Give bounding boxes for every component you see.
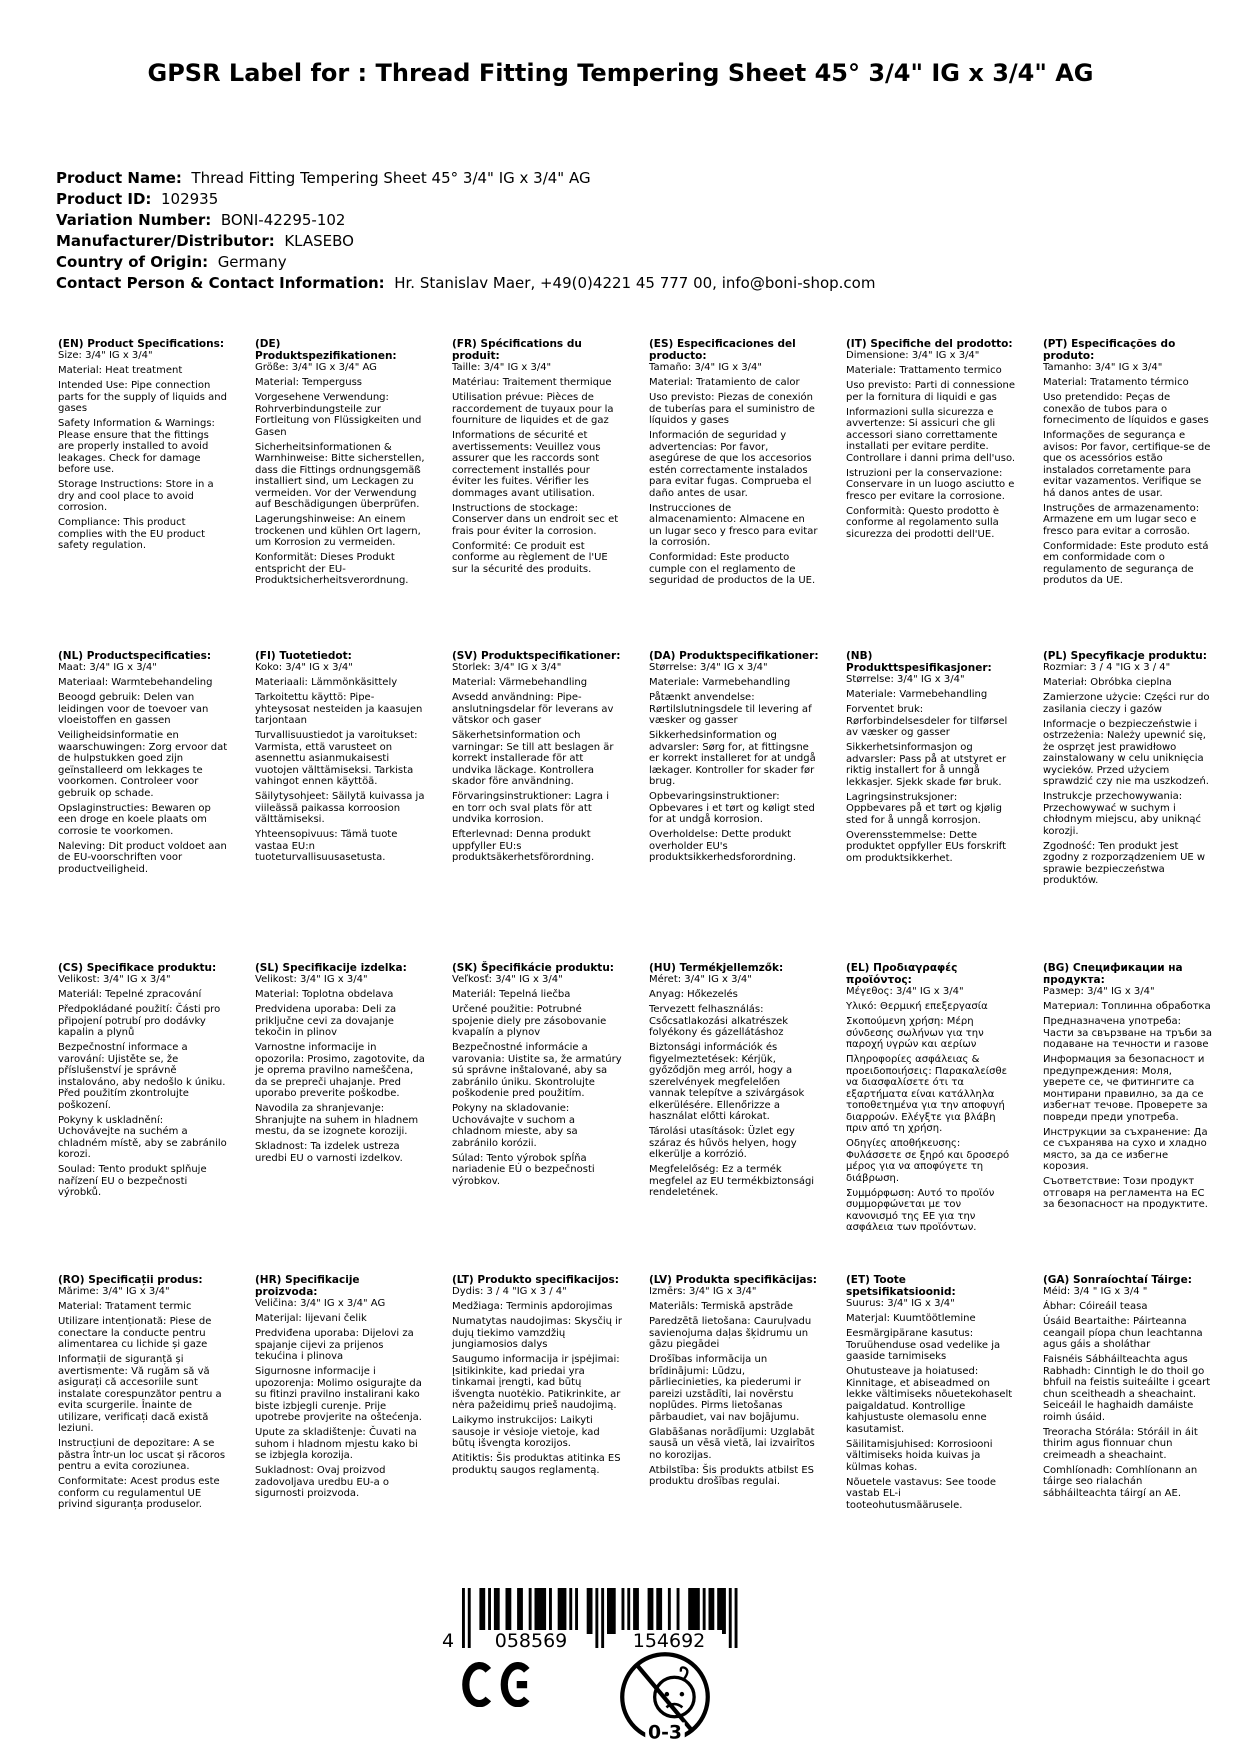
barcode-lead-digit: 4 [441, 1630, 455, 1652]
spec-paragraph: Συμμόρφωση: Αυτό το προϊόν συμμορφώνεται με τον κανονισμό της ΕΕ για την ασφάλεια των προϊόντων. [846, 1187, 995, 1233]
spec-paragraph: Ohutusteave ja hoiatused: Kinnitage, et abiseadmed on lekke vältimiseks nõuetekohaselt paigaldatud. Kontrollige kahjustuste olemasolu enne kasutamist. [846, 1366, 1013, 1435]
product-info-label: Manufacturer/Distributor: [56, 232, 275, 250]
spec-paragraph: Matériau: Traitement thermique [452, 377, 612, 388]
spec-paragraph: Utilizare intenționată: Piese de conectare la conducte pentru alimentarea cu lichide și gaze [58, 1316, 212, 1350]
age-warning-label: 0-3 [648, 1722, 682, 1744]
spec-header: (GA) Sonraíochtaí Táirge: [1043, 1274, 1192, 1286]
spec-paragraph: Material: Toplotna obdelava [255, 989, 394, 1000]
product-info-value: Hr. Stanislav Maer, +49(0)4221 45 777 00, info@boni-shop.com [394, 274, 876, 292]
spec-paragraph: Vorgesehene Verwendung: Rohrverbindungsteile zur Fortleitung von Flüssigkeiten und Gasen [255, 392, 422, 438]
spec-paragraph: Naleving: Dit product voldoet aan de EU-voorschriften voor productveiligheid. [58, 840, 227, 875]
spec-header: (SK) Špecifikácie produktu: [452, 962, 615, 974]
product-info-row [56, 189, 875, 210]
spec-paragraph: Zamierzone użycie: Części rur do zasilania cieczy i gazów [1043, 692, 1210, 715]
spec-paragraph: Glabāšanas norādījumi: Uzglabāt sausā un vēsā vietā, lai izvairītos no korozijas. [649, 1426, 815, 1461]
spec-block-el [846, 962, 1016, 1274]
spec-header: (PL) Specyfikacje produktu: [1043, 650, 1207, 662]
spec-header: (LT) Produkto specifikacijos: [452, 1274, 619, 1286]
spec-header: (ET) Toote spetsifikatsioonid: [846, 1274, 956, 1298]
spec-paragraph: Förvaringsinstruktioner: Lagra i en torr och sval plats för att undvika korrosion. [452, 791, 609, 825]
spec-paragraph: Storlek: 3/4" IG x 3/4" [452, 662, 562, 673]
spec-header: (FR) Spécifications du produit: [452, 338, 582, 362]
spec-paragraph: Atitiktis: Šis produktas atitinka ES produktų saugos reglamentą. [452, 1453, 621, 1476]
spec-paragraph: Materiał: Obróbka cieplna [1043, 677, 1172, 688]
product-info-section [56, 168, 875, 294]
spec-paragraph: Предназначена употреба: Части за свързване на тръби за подаване на течности и газове [1043, 1016, 1212, 1050]
spec-paragraph: Material: Tratamento térmico [1043, 377, 1189, 388]
product-info-label: Product ID: [56, 190, 152, 208]
spec-paragraph: Material: Värmebehandling [452, 677, 588, 688]
spec-paragraph: Opbevaringsinstruktioner: Opbevares i et tørt og køligt sted for at undgå korrosion. [649, 791, 815, 825]
product-info-row [56, 252, 875, 273]
spec-paragraph: Material: Tratament termic [58, 1301, 192, 1312]
spec-paragraph: Comhlíonadh: Comhlíonann an táirge seo rialachán sábháilteachta táirgí an AE. [1043, 1464, 1198, 1499]
spec-header: (IT) Specifiche del prodotto: [846, 338, 1013, 350]
spec-block-hu [649, 962, 819, 1274]
product-info-label: Contact Person & Contact Information: [56, 274, 385, 292]
spec-paragraph: Materjal: Kuumtöötlemine [846, 1313, 976, 1324]
spec-paragraph: Material: Heat treatment [58, 365, 183, 376]
spec-paragraph: Säkerhetsinformation och varningar: Se till att beslagen är korrekt installerade för att undvika läckage. Kontrollera skador före användning. [452, 730, 614, 787]
spec-paragraph: Numatytas naudojimas: Skysčių ir dujų tiekimo vamzdžių jungiamosios dalys [452, 1316, 623, 1350]
spec-paragraph: Compliance: This product complies with the EU product safety regulation. [58, 517, 206, 551]
spec-paragraph: Información de seguridad y advertencias: Por favor, asegúrese de que los accesorios estén correctamente instalados para evitar fugas. Comprueba el daño antes de usar. [649, 430, 812, 499]
spec-paragraph: Súlad: Tento výrobok spĺňa nariadenie EÚ o bezpečnosti výrobkov. [452, 1152, 595, 1187]
spec-paragraph: Predviđena uporaba: Dijelovi za spajanje cijevi za prijenos tekućina i plinova [255, 1328, 414, 1362]
spec-paragraph: Soulad: Tento produkt splňuje nařízení EU o bezpečnosti výrobků. [58, 1164, 207, 1198]
spec-block-lv [649, 1274, 819, 1586]
spec-block-da [649, 650, 819, 962]
spec-block-fr [452, 338, 622, 650]
spec-paragraph: Размер: 3/4" IG x 3/4" [1043, 986, 1155, 997]
spec-paragraph: Materiaal: Warmtebehandeling [58, 677, 213, 688]
spec-paragraph: Materiale: Varmebehandling [649, 677, 791, 688]
spec-paragraph: Paredzētā lietošana: Cauruļvadu savienojuma daļas šķidrumu un gāzu piegādei [649, 1316, 812, 1350]
spec-paragraph: Material: Tratamiento de calor [649, 377, 800, 388]
spec-paragraph: Sikkerhedsinformation og advarsler: Sørg for, at fittingsne er korrekt installeret for at undgå lækager. Kontroller for skader før brug. [649, 730, 816, 787]
spec-paragraph: Skladnost: Ta izdelek ustreza uredbi EU o varnosti izdelkov. [255, 1141, 403, 1164]
spec-paragraph: Informations de sécurité et avertissements: Veuillez vous assurer que les raccords sont correctement installés pour éviter les fuites. Vérifier les dommages avant utilisation. [452, 430, 601, 499]
spec-paragraph: Größe: 3/4" IG x 3/4" AG [255, 362, 377, 373]
spec-paragraph: Izmērs: 3/4" IG x 3/4" [649, 1286, 757, 1297]
spec-paragraph: Materijal: lijevani čelik [255, 1313, 367, 1324]
spec-paragraph: Size: 3/4" IG x 3/4" [58, 350, 153, 361]
spec-paragraph: Treoracha Stórála: Stóráil in áit thirim agus fionnuar chun creimeadh a sheachaint. [1043, 1426, 1198, 1461]
spec-paragraph: Sukladnost: Ovaj proizvod zadovoljava uredbu EU-a o sigurnosti proizvoda. [255, 1465, 390, 1499]
spec-paragraph: Conformità: Questo prodotto è conforme al regolamento sulla sicurezza dei prodotti dell'UE. [846, 505, 1000, 540]
product-info-label: Variation Number: [56, 211, 212, 229]
spec-paragraph: Μέγεθος: 3/4" IG x 3/4" [846, 986, 964, 997]
spec-paragraph: Overensstemmelse: Dette produktet oppfyller EUs forskrift om produktsikkerhet. [846, 829, 1007, 864]
spec-paragraph: Conformitate: Acest produs este conform cu regulamentul UE privind siguranța produselor. [58, 1476, 220, 1510]
spec-paragraph: Påtænkt anvendelse: Rørtilslutningsdele til levering af væsker og gasser [649, 692, 812, 726]
spec-block-sl [255, 962, 425, 1274]
spec-paragraph: Varnostne informacije in opozorila: Prosimo, zagotovite, da je oprema pravilno nameščena, da se prepreči uhajanje. Pred uporabo preverite poškodbe. [255, 1042, 425, 1099]
product-info-value: KLASEBO [284, 232, 354, 250]
spec-paragraph: Informações de segurança e avisos: Por favor, certifique-se de que os acessórios estão instalados corretamente para evitar vazamentos. Verifique se há danos antes de usar. [1043, 430, 1211, 499]
spec-paragraph: Eesmärgipärane kasutus: Toruühenduse osad vedelike ja gaaside tarnimiseks [846, 1328, 1001, 1362]
spec-paragraph: Velikost: 3/4" IG x 3/4" [255, 974, 368, 985]
spec-paragraph: Sicherheitsinformationen & Warnhinweise: Bitte sicherstellen, dass die Fittings ordnungsgemäß installiert sind, um Leckagen zu vermeiden. Vor der Verwendung auf Beschädigungen überprüfen. [255, 441, 425, 510]
spec-paragraph: Předpokládané použití: Části pro připojení potrubí pro dodávky kapalin a plynů [58, 1004, 221, 1038]
spec-paragraph: Laikymo instrukcijos: Laikyti sausoje ir vėsioje vietoje, kad būtų išvengta korozijos. [452, 1415, 600, 1449]
spec-paragraph: Medžiaga: Terminis apdorojimas [452, 1301, 613, 1312]
product-info-label: Product Name: [56, 169, 182, 187]
spec-paragraph: Pokyny na skladovanie: Uchovávajte v suchom a chladnom mieste, aby sa zabránilo korózii. [452, 1103, 578, 1149]
product-info-row [56, 273, 875, 294]
ce-mark-icon [452, 1662, 538, 1711]
language-specs-grid [58, 338, 1213, 1586]
spec-header: (FI) Tuotetiedot: [255, 650, 352, 662]
spec-paragraph: Uso pretendido: Peças de conexão de tubos para o fornecimento de líquidos e gases [1043, 392, 1209, 426]
spec-block-de [255, 338, 425, 650]
spec-paragraph: Съответствие: Този продукт отговаря на регламента на ЕС за безопасност на продуктите. [1043, 1176, 1208, 1210]
spec-paragraph: Drošības informācija un brīdinājumi: Lūdzu, pārliecinieties, ka piederumi ir pareizi uzstādīti, lai novērstu noplūdes. Pirms lietošanas pārbaudiet, vai nav bojājumu. [649, 1354, 801, 1423]
product-info-row [56, 231, 875, 252]
spec-paragraph: Yhteensopivuus: Tämä tuote vastaa EU:n tuoteturvallisuusasetusta. [255, 829, 398, 863]
spec-header: (EL) Προδιαγραφές προϊόντος: [846, 962, 958, 986]
barcode-group-2: 154692 [616, 1630, 722, 1652]
spec-paragraph: Informacje o bezpieczeństwie i ostrzeżenia: Należy upewnić się, że osprzęt jest prawidłowo zainstalowany w celu uniknięcia wycieków. Przed użyciem sprawdzić czy nie ma uszkodzeń. [1043, 718, 1209, 787]
spec-paragraph: Koko: 3/4" IG x 3/4" [255, 662, 353, 673]
spec-paragraph: Инструкции за съхранение: Да се съхранява на сухо и хладно място, за да се избегне корозия. [1043, 1126, 1208, 1172]
ean-barcode [440, 1588, 740, 1652]
spec-block-it [846, 338, 1016, 650]
spec-paragraph: Safety Information & Warnings: Please ensure that the fittings are properly installed to avoid leakages. Check for damage before use. [58, 418, 215, 475]
spec-block-fi [255, 650, 425, 962]
spec-paragraph: Pokyny k uskladnění: Uchovávejte na suchém a chladném místě, aby se zabránilo korozi. [58, 1114, 227, 1160]
spec-paragraph: Úsáid Beartaithe: Páirteanna ceangail píopa chun leachtanna agus gáis a sholáthar [1043, 1316, 1203, 1350]
spec-paragraph: Ábhar: Cóireáil teasa [1043, 1301, 1148, 1312]
spec-header: (EN) Product Specifications: [58, 338, 225, 350]
spec-paragraph: Veľkosť: 3/4" IG x 3/4" [452, 974, 563, 985]
spec-paragraph: Istruzioni per la conservazione: Conservare in un luogo asciutto e fresco per evitare la corrosione. [846, 467, 1015, 502]
spec-paragraph: Conformidade: Este produto está em conformidade com o regulamento de segurança de produtos da UE. [1043, 540, 1209, 586]
spec-paragraph: Uso previsto: Parti di connessione per la fornitura di liquidi e gas [846, 380, 1015, 403]
spec-header: (NB) Produkttspesifikasjoner: [846, 650, 992, 674]
spec-paragraph: Sigurnosne informacije i upozorenja: Molimo osigurajte da su fitinzi pravilno instalirani kako biste izbjegli curenje. Prije upotrebe provjerite na oštećenja. [255, 1366, 422, 1423]
spec-block-ga [1043, 1274, 1213, 1586]
spec-paragraph: Overholdelse: Dette produkt overholder EU's produktsikkerhedsforordning. [649, 829, 797, 863]
spec-paragraph: Veličina: 3/4" IG x 3/4" AG [255, 1298, 386, 1309]
spec-paragraph: Instrukcje przechowywania: Przechowywać w suchym i chłodnym miejscu, aby uniknąć korozji. [1043, 791, 1201, 837]
product-info-row [56, 168, 875, 189]
spec-paragraph: Tamaño: 3/4" IG x 3/4" [649, 362, 762, 373]
spec-block-nl [58, 650, 228, 962]
spec-paragraph: Suurus: 3/4" IG x 3/4" [846, 1298, 955, 1309]
spec-paragraph: Intended Use: Pipe connection parts for the supply of liquids and gases [58, 380, 227, 414]
spec-paragraph: Saugumo informacija ir įspėjimai: Įsitikinkite, kad priedai yra tinkamai įrengti, kad būtų išvengta nuotėkio. Patikrinkite, ar nėra pažeidimų prieš naudojimą. [452, 1354, 621, 1411]
spec-block-pt [1043, 338, 1213, 650]
spec-header: (ES) Especificaciones del producto: [649, 338, 796, 362]
product-info-value: BONI-42295-102 [220, 211, 346, 229]
age-warning-0-3-icon [618, 1650, 712, 1744]
barcode-group-1: 058569 [476, 1630, 586, 1652]
spec-paragraph: Materiale: Varmebehandling [846, 689, 988, 700]
spec-paragraph: Konformität: Dieses Produkt entspricht der EU-Produktsicherheitsverordnung. [255, 552, 409, 586]
spec-block-lt [452, 1274, 622, 1586]
spec-header: (NL) Productspecificaties: [58, 650, 212, 662]
spec-paragraph: Méid: 3/4 " IG x 3/4 " [1043, 1286, 1148, 1297]
spec-paragraph: Upute za skladištenje: Čuvati na suhom i hladnom mjestu kako bi se izbjegla korozija. [255, 1427, 418, 1461]
spec-paragraph: Megfelelőség: Ez a termék megfelel az EU termékbiztonsági rendeletének. [649, 1164, 815, 1198]
spec-paragraph: Πληροφορίες ασφάλειας & προειδοποιήσεις: Παρακαλείσθε να διασφαλίσετε ότι τα εξαρτήματα είναι κατάλληλα τοποθετημένα για την αποφυγή διαρροών. Ελέγξτε για βλάβη πριν από τη χρήση. [846, 1054, 1008, 1134]
spec-paragraph: Rozmiar: 3 / 4 "IG x 3 / 4" [1043, 662, 1171, 673]
spec-paragraph: Instrucțiuni de depozitare: A se păstra într-un loc uscat și răcoros pentru a evita coroziunea. [58, 1438, 226, 1472]
spec-paragraph: Faisnéis Sábháilteachta agus Rabhadh: Cinntigh le do thoil go bhfuil na feistis suiteáilte i gceart chun sceitheadh a sheachaint. Seiceáil le haghaidh damáiste roimh úsáid. [1043, 1354, 1211, 1423]
spec-paragraph: Bezpečnostné informácie a varovania: Uistite sa, že armatúry sú správne inštalované, aby sa zabránilo úniku. Skontrolujte poškodenie pred použitím. [452, 1042, 622, 1099]
spec-paragraph: Lagringsinstruksjoner: Oppbevares på et tørt og kjølig sted for å unngå korrosjon. [846, 791, 1002, 826]
spec-paragraph: Utilisation prévue: Pièces de raccordement de tuyaux pour la fourniture de liquides et de gaz [452, 392, 614, 426]
spec-paragraph: Zgodność: Ten produkt jest zgodny z rozporządzeniem UE w sprawie bezpieczeństwa produktów. [1043, 840, 1206, 886]
spec-paragraph: Určené použitie: Potrubné spojenie diely pre zásobovanie kvapalín a plynov [452, 1004, 607, 1038]
spec-paragraph: Tamanho: 3/4" IG x 3/4" [1043, 362, 1163, 373]
spec-paragraph: Dydis: 3 / 4 "IG x 3 / 4" [452, 1286, 567, 1297]
page-title: GPSR Label for : Thread Fitting Tempering Sheet 45° 3/4" IG x 3/4" AG [147, 59, 1094, 87]
spec-block-hr [255, 1274, 425, 1586]
spec-paragraph: Uso previsto: Piezas de conexión de tuberías para el suministro de líquidos y gases [649, 392, 815, 426]
spec-paragraph: Sikkerhetsinformasjon og advarsler: Pass på at utstyret er riktig installert for å unngå lekkasjer. Sjekk skade før bruk. [846, 742, 1007, 788]
spec-header: (SL) Specifikacije izdelka: [255, 962, 407, 974]
spec-paragraph: Σκοπούμενη χρήση: Μέρη σύνδεσης σωλήνων για την παροχή υγρών και αερίων [846, 1016, 984, 1050]
spec-paragraph: Avsedd användning: Pipe-anslutningsdelar för leverans av vätskor och gaser [452, 692, 614, 726]
spec-block-cs [58, 962, 228, 1274]
spec-paragraph: Säilitamisjuhised: Korrosiooni vältimiseks hoida kuivas ja külmas kohas. [846, 1438, 993, 1473]
spec-paragraph: Οδηγίες αποθήκευσης: Φυλάσσετε σε ξηρό και δροσερό μέρος για να αποφύγετε τη διάβρωση. [846, 1138, 1010, 1184]
spec-block-pl [1043, 650, 1213, 962]
spec-paragraph: Méret: 3/4" IG x 3/4" [649, 974, 752, 985]
spec-block-bg [1043, 962, 1213, 1274]
spec-paragraph: Storage Instructions: Store in a dry and cool place to avoid corrosion. [58, 479, 214, 513]
spec-paragraph: Conformidad: Este producto cumple con el reglamento de seguridad de productos de la UE. [649, 552, 816, 586]
spec-paragraph: Materiaali: Lämmönkäsittely [255, 677, 398, 688]
spec-paragraph: Tervezett felhasználás: Csőcsatlakozási alkatrészek folyékony és gázellátáshoz [649, 1004, 789, 1038]
spec-paragraph: Efterlevnad: Denna produkt uppfyller EU:s produktsäkerhetsförordning. [452, 829, 595, 863]
spec-header: (CS) Specifikace produktu: [58, 962, 217, 974]
spec-paragraph: Säilytysohjeet: Säilytä kuivassa ja viileässä paikassa korroosion välttämiseksi. [255, 791, 425, 825]
spec-paragraph: Forventet bruk: Rørforbindelsesdeler for tilførsel av væsker og gasser [846, 704, 1008, 738]
spec-paragraph: Taille: 3/4" IG x 3/4" [452, 362, 552, 373]
spec-header: (HU) Termékjellemzők: [649, 962, 784, 974]
spec-paragraph: Nõuetele vastavus: See toode vastab EL-i tooteohutusmäärusele. [846, 1476, 997, 1511]
spec-header: (BG) Спецификации на продукта: [1043, 962, 1183, 986]
product-info-row [56, 210, 875, 231]
spec-header: (DE) Produktspezifikationen: [255, 338, 397, 362]
product-info-value: Germany [217, 253, 287, 271]
spec-paragraph: Størrelse: 3/4" IG x 3/4" [649, 662, 768, 673]
spec-paragraph: Veiligheidsinformatie en waarschuwingen: Zorg ervoor dat de hulpstukken goed zijn geïnstalleerd om lekkages te voorkomen. Controleer voor gebruik op schade. [58, 730, 228, 799]
spec-paragraph: Anyag: Hőkezelés [649, 989, 738, 1000]
spec-block-en [58, 338, 228, 650]
spec-paragraph: Opslaginstructies: Bewaren op een droge en koele plaats om corrosie te voorkomen. [58, 802, 211, 837]
spec-paragraph: Instructions de stockage: Conserver dans un endroit sec et frais pour éviter la corrosion. [452, 502, 619, 537]
spec-header: (SV) Produktspecifikationer: [452, 650, 621, 662]
spec-paragraph: Материал: Топлинна обработка [1043, 1001, 1211, 1012]
spec-paragraph: Predvidena uporaba: Deli za priključne cevi za dovajanje tekočin in plinov [255, 1004, 397, 1038]
spec-paragraph: Tarkoitettu käyttö: Pipe-yhteysosat nesteiden ja kaasujen tarjontaan [255, 692, 423, 726]
spec-paragraph: Biztonsági információk és figyelmeztetések: Kérjük, győződjön meg arról, hogy a szerelvények megfelelően vannak telepítve a szivárgások elkerülésére. Ellenőrizze a használat előtti károkat. [649, 1042, 805, 1122]
spec-paragraph: Navodila za shranjevanje: Shranjujte na suhem in hladnem mestu, da se izognete koroziji. [255, 1103, 419, 1137]
spec-header: (PT) Especificações do produto: [1043, 338, 1176, 362]
spec-paragraph: Maat: 3/4" IG x 3/4" [58, 662, 157, 673]
product-info-value: Thread Fitting Tempering Sheet 45° 3/4" IG x 3/4" AG [191, 169, 591, 187]
spec-paragraph: Lagerungshinweise: An einem trockenen und kühlen Ort lagern, um Korrosion zu vermeiden. [255, 514, 421, 548]
spec-paragraph: Instrucciones de almacenamiento: Almacene en un lugar seco y fresco para evitar la corrosión. [649, 502, 818, 548]
spec-paragraph: Størrelse: 3/4" IG x 3/4" [846, 674, 965, 685]
spec-paragraph: Beoogd gebruik: Delen van leidingen voor de toevoer van vloeistoffen en gassen [58, 692, 209, 726]
product-info-label: Country of Origin: [56, 253, 209, 271]
spec-block-ro [58, 1274, 228, 1586]
spec-header: (RO) Specificații produs: [58, 1274, 203, 1286]
spec-paragraph: Informații de siguranță și avertismente: Vă rugăm să vă asigurați că accesoriile sunt instalate corespunzător pentru a evita scurgerile. Înainte de utilizare, verificați dacă există leziuni. [58, 1354, 222, 1434]
spec-header: (DA) Produktspecifikationer: [649, 650, 819, 662]
spec-block-es [649, 338, 819, 650]
spec-paragraph: Tárolási utasítások: Üzlet egy száraz és hűvös helyen, hogy elkerülje a korrózió. [649, 1126, 797, 1160]
spec-paragraph: Materiál: Tepelné zpracování [58, 989, 202, 1000]
spec-paragraph: Materiale: Trattamento termico [846, 365, 1002, 376]
spec-header: (HR) Specifikacije proizvoda: [255, 1274, 360, 1298]
spec-paragraph: Dimensione: 3/4" IG x 3/4" [846, 350, 980, 361]
spec-paragraph: Conformité: Ce produit est conforme au règlement de l'UE sur la sécurité des produits. [452, 540, 608, 575]
spec-block-sk [452, 962, 622, 1274]
product-info-value: 102935 [160, 190, 219, 208]
spec-block-nb [846, 650, 1016, 962]
spec-paragraph: Instruções de armazenamento: Armazene em um lugar seco e fresco para evitar a corrosão. [1043, 502, 1200, 537]
spec-paragraph: Информация за безопасност и предупреждения: Моля, уверете се, че фитингите са монтирани правилно, за да се избегнат течове. Проверете за повреди преди употреба. [1043, 1054, 1208, 1123]
spec-paragraph: Mărime: 3/4" IG x 3/4" [58, 1286, 170, 1297]
spec-block-et [846, 1274, 1016, 1586]
spec-paragraph: Atbilstība: Šis produkts atbilst ES produktu drošības regulai. [649, 1464, 815, 1487]
spec-paragraph: Velikost: 3/4" IG x 3/4" [58, 974, 171, 985]
spec-block-sv [452, 650, 622, 962]
spec-paragraph: Materiál: Tepelná liečba [452, 989, 571, 1000]
spec-paragraph: Material: Temperguss [255, 377, 363, 388]
spec-paragraph: Informazioni sulla sicurezza e avvertenze: Si assicuri che gli accessori siano correttamente installati per evitare perdite. Controllare i danni prima dell'uso. [846, 406, 1016, 464]
spec-paragraph: Materiāls: Termiskā apstrāde [649, 1301, 794, 1312]
spec-paragraph: Turvallisuustiedot ja varoitukset: Varmista, että varusteet on asennettu asianmukaisesti vuotojen välttämiseksi. Tarkista vahingot ennen käyttöä. [255, 730, 418, 787]
spec-paragraph: Υλικό: Θερμική επεξεργασία [846, 1001, 988, 1012]
spec-header: (LV) Produkta specifikācijas: [649, 1274, 817, 1286]
spec-paragraph: Bezpečnostní informace a varování: Ujistěte se, že příslušenství je správně instalováno, aby nedošlo k úniku. Před použitím zkontrolujte poškození. [58, 1042, 226, 1111]
